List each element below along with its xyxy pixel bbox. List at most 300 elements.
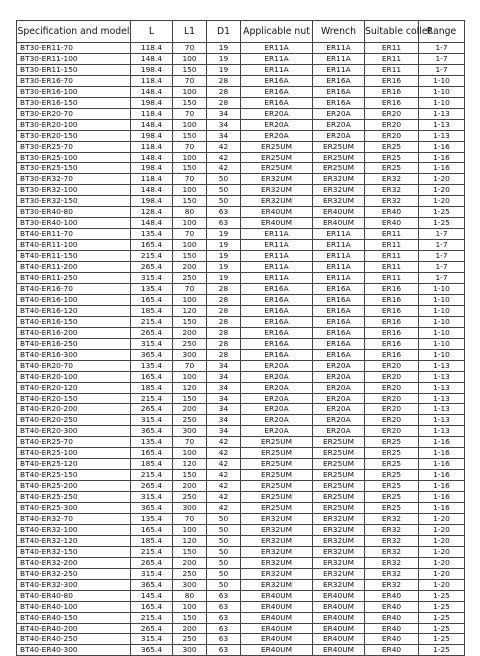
cell-wrench: ER32UM (313, 568, 365, 579)
cell-l: 185.4 (131, 382, 173, 393)
cell-applicable-nut: ER32UM (241, 524, 313, 535)
cell-wrench: ER20A (313, 130, 365, 141)
cell-l1: 100 (173, 601, 207, 612)
cell-l: 365.4 (131, 426, 173, 437)
cell-wrench: ER25UM (313, 448, 365, 459)
cell-d1: 19 (207, 273, 241, 284)
cell-d1: 34 (207, 426, 241, 437)
cell-l1: 80 (173, 590, 207, 601)
cell-applicable-nut: ER32UM (241, 557, 313, 568)
table-row (17, 503, 465, 514)
table-header (17, 21, 465, 43)
cell-applicable-nut: ER20A (241, 360, 313, 371)
cell-l: 198.4 (131, 130, 173, 141)
cell-l1: 300 (173, 579, 207, 590)
cell-wrench: ER40UM (313, 601, 365, 612)
cell-range: 1-7 (419, 43, 465, 54)
cell-wrench: ER40UM (313, 590, 365, 601)
cell-suitable-collet: ER11 (365, 43, 419, 54)
cell-wrench: ER25UM (313, 152, 365, 163)
cell-suitable-collet: ER11 (365, 273, 419, 284)
table-row (17, 43, 465, 54)
cell-suitable-collet: ER11 (365, 64, 419, 75)
cell-d1: 19 (207, 53, 241, 64)
cell-applicable-nut: ER25UM (241, 141, 313, 152)
cell-suitable-collet: ER20 (365, 130, 419, 141)
cell-l1: 120 (173, 459, 207, 470)
cell-range: 1-25 (419, 207, 465, 218)
cell-specification: BT30-ER11-70 (17, 43, 131, 54)
cell-d1: 28 (207, 86, 241, 97)
table-row (17, 393, 465, 404)
cell-specification: BT40-ER16-250 (17, 338, 131, 349)
cell-d1: 28 (207, 349, 241, 360)
cell-l1: 150 (173, 163, 207, 174)
cell-d1: 34 (207, 382, 241, 393)
cell-range: 1-16 (419, 481, 465, 492)
cell-applicable-nut: ER20A (241, 415, 313, 426)
cell-specification: BT40-ER25-300 (17, 503, 131, 514)
cell-suitable-collet: ER16 (365, 294, 419, 305)
table-row (17, 612, 465, 623)
cell-suitable-collet: ER16 (365, 349, 419, 360)
cell-range: 1-20 (419, 174, 465, 185)
cell-applicable-nut: ER25UM (241, 503, 313, 514)
cell-l1: 150 (173, 97, 207, 108)
cell-specification: BT40-ER20-250 (17, 415, 131, 426)
cell-suitable-collet: ER32 (365, 568, 419, 579)
cell-l1: 70 (173, 174, 207, 185)
cell-suitable-collet: ER11 (365, 229, 419, 240)
cell-l1: 100 (173, 218, 207, 229)
cell-wrench: ER16A (313, 316, 365, 327)
cell-specification: BT40-ER32-300 (17, 579, 131, 590)
cell-specification: BT40-ER11-150 (17, 251, 131, 262)
cell-applicable-nut: ER11A (241, 273, 313, 284)
cell-l: 265.4 (131, 623, 173, 634)
cell-l1: 150 (173, 316, 207, 327)
cell-applicable-nut: ER32UM (241, 546, 313, 557)
cell-l: 135.4 (131, 229, 173, 240)
cell-applicable-nut: ER40UM (241, 207, 313, 218)
cell-l1: 250 (173, 415, 207, 426)
cell-wrench: ER32UM (313, 557, 365, 568)
cell-l1: 100 (173, 119, 207, 130)
cell-wrench: ER40UM (313, 623, 365, 634)
table-row (17, 86, 465, 97)
cell-applicable-nut: ER11A (241, 240, 313, 251)
cell-l1: 120 (173, 535, 207, 546)
table-row (17, 535, 465, 546)
cell-wrench: ER40UM (313, 218, 365, 229)
cell-d1: 34 (207, 371, 241, 382)
cell-specification: BT40-ER32-250 (17, 568, 131, 579)
table-body (17, 43, 465, 656)
table-row (17, 426, 465, 437)
cell-applicable-nut: ER11A (241, 251, 313, 262)
cell-range: 1-7 (419, 273, 465, 284)
cell-l1: 200 (173, 262, 207, 273)
cell-l: 215.4 (131, 470, 173, 481)
cell-l1: 150 (173, 130, 207, 141)
cell-suitable-collet: ER20 (365, 393, 419, 404)
cell-specification: BT40-ER40-80 (17, 590, 131, 601)
cell-l1: 300 (173, 426, 207, 437)
cell-suitable-collet: ER20 (365, 404, 419, 415)
cell-specification: BT40-ER16-300 (17, 349, 131, 360)
table-row (17, 513, 465, 524)
cell-specification: BT40-ER16-70 (17, 283, 131, 294)
header-l1: L1 (173, 21, 207, 43)
cell-l: 148.4 (131, 185, 173, 196)
cell-range: 1-25 (419, 634, 465, 645)
cell-suitable-collet: ER20 (365, 426, 419, 437)
cell-l: 215.4 (131, 612, 173, 623)
cell-specification: BT40-ER11-100 (17, 240, 131, 251)
cell-specification: BT30-ER16-70 (17, 75, 131, 86)
cell-l1: 100 (173, 185, 207, 196)
cell-range: 1-7 (419, 64, 465, 75)
cell-wrench: ER11A (313, 43, 365, 54)
header-wrench: Wrench (313, 21, 365, 43)
cell-wrench: ER16A (313, 305, 365, 316)
cell-applicable-nut: ER20A (241, 393, 313, 404)
cell-suitable-collet: ER25 (365, 163, 419, 174)
table-row (17, 163, 465, 174)
cell-wrench: ER32UM (313, 185, 365, 196)
cell-specification: BT40-ER16-120 (17, 305, 131, 316)
cell-d1: 42 (207, 141, 241, 152)
cell-l: 135.4 (131, 283, 173, 294)
table-row (17, 273, 465, 284)
cell-suitable-collet: ER32 (365, 185, 419, 196)
cell-d1: 42 (207, 492, 241, 503)
cell-wrench: ER20A (313, 382, 365, 393)
cell-applicable-nut: ER16A (241, 316, 313, 327)
cell-d1: 42 (207, 163, 241, 174)
cell-suitable-collet: ER25 (365, 448, 419, 459)
cell-d1: 34 (207, 415, 241, 426)
cell-l1: 150 (173, 64, 207, 75)
cell-l1: 200 (173, 557, 207, 568)
cell-range: 1-10 (419, 305, 465, 316)
table-row (17, 185, 465, 196)
table-row (17, 404, 465, 415)
cell-l1: 300 (173, 645, 207, 656)
cell-wrench: ER20A (313, 371, 365, 382)
cell-wrench: ER40UM (313, 207, 365, 218)
cell-l: 265.4 (131, 404, 173, 415)
cell-range: 1-7 (419, 251, 465, 262)
cell-suitable-collet: ER25 (365, 437, 419, 448)
table-row (17, 141, 465, 152)
cell-wrench: ER32UM (313, 579, 365, 590)
cell-specification: BT30-ER40-100 (17, 218, 131, 229)
cell-applicable-nut: ER20A (241, 130, 313, 141)
cell-d1: 63 (207, 590, 241, 601)
header-range: Range (419, 21, 465, 43)
cell-applicable-nut: ER25UM (241, 481, 313, 492)
cell-l1: 70 (173, 108, 207, 119)
cell-l1: 150 (173, 546, 207, 557)
cell-suitable-collet: ER40 (365, 601, 419, 612)
cell-applicable-nut: ER11A (241, 43, 313, 54)
cell-specification: BT40-ER32-120 (17, 535, 131, 546)
table-row (17, 371, 465, 382)
cell-applicable-nut: ER32UM (241, 535, 313, 546)
cell-specification: BT40-ER11-250 (17, 273, 131, 284)
cell-range: 1-20 (419, 535, 465, 546)
cell-suitable-collet: ER20 (365, 119, 419, 130)
cell-l: 365.4 (131, 503, 173, 514)
cell-d1: 50 (207, 535, 241, 546)
cell-range: 1-13 (419, 426, 465, 437)
cell-d1: 34 (207, 360, 241, 371)
cell-l1: 250 (173, 273, 207, 284)
cell-l: 185.4 (131, 459, 173, 470)
cell-range: 1-13 (419, 360, 465, 371)
cell-l1: 70 (173, 283, 207, 294)
cell-d1: 63 (207, 634, 241, 645)
cell-wrench: ER25UM (313, 470, 365, 481)
cell-specification: BT30-ER25-100 (17, 152, 131, 163)
cell-d1: 34 (207, 108, 241, 119)
cell-l1: 150 (173, 612, 207, 623)
cell-l: 315.4 (131, 273, 173, 284)
cell-specification: BT30-ER11-100 (17, 53, 131, 64)
cell-l: 198.4 (131, 64, 173, 75)
specification-table (16, 20, 465, 656)
cell-range: 1-20 (419, 513, 465, 524)
cell-specification: BT40-ER25-120 (17, 459, 131, 470)
cell-range: 1-13 (419, 119, 465, 130)
cell-l: 315.4 (131, 634, 173, 645)
cell-wrench: ER25UM (313, 163, 365, 174)
table-row (17, 53, 465, 64)
cell-d1: 42 (207, 503, 241, 514)
cell-d1: 50 (207, 174, 241, 185)
cell-l1: 100 (173, 371, 207, 382)
cell-suitable-collet: ER16 (365, 338, 419, 349)
cell-specification: BT30-ER40-80 (17, 207, 131, 218)
table-row (17, 481, 465, 492)
cell-specification: BT40-ER25-70 (17, 437, 131, 448)
cell-applicable-nut: ER40UM (241, 218, 313, 229)
cell-l: 148.4 (131, 119, 173, 130)
cell-l1: 120 (173, 382, 207, 393)
cell-specification: BT30-ER20-70 (17, 108, 131, 119)
cell-wrench: ER20A (313, 119, 365, 130)
cell-applicable-nut: ER20A (241, 108, 313, 119)
table-row (17, 207, 465, 218)
cell-wrench: ER25UM (313, 459, 365, 470)
cell-applicable-nut: ER40UM (241, 634, 313, 645)
table-row (17, 645, 465, 656)
cell-suitable-collet: ER16 (365, 75, 419, 86)
cell-specification: BT30-ER16-150 (17, 97, 131, 108)
cell-range: 1-13 (419, 130, 465, 141)
cell-suitable-collet: ER20 (365, 360, 419, 371)
cell-l1: 70 (173, 513, 207, 524)
cell-range: 1-20 (419, 546, 465, 557)
table-row (17, 338, 465, 349)
cell-l: 315.4 (131, 338, 173, 349)
cell-specification: BT40-ER20-120 (17, 382, 131, 393)
cell-l: 365.4 (131, 579, 173, 590)
cell-specification: BT40-ER20-100 (17, 371, 131, 382)
cell-range: 1-13 (419, 371, 465, 382)
cell-d1: 34 (207, 393, 241, 404)
cell-suitable-collet: ER16 (365, 86, 419, 97)
table-row (17, 196, 465, 207)
cell-suitable-collet: ER32 (365, 546, 419, 557)
cell-wrench: ER11A (313, 262, 365, 273)
cell-applicable-nut: ER20A (241, 119, 313, 130)
header-specification-and-model: Specification and model (17, 21, 131, 43)
cell-specification: BT40-ER11-200 (17, 262, 131, 273)
cell-wrench: ER16A (313, 338, 365, 349)
cell-l1: 70 (173, 437, 207, 448)
cell-wrench: ER11A (313, 251, 365, 262)
table-row (17, 546, 465, 557)
cell-suitable-collet: ER40 (365, 207, 419, 218)
table-row (17, 327, 465, 338)
cell-suitable-collet: ER40 (365, 612, 419, 623)
cell-wrench: ER11A (313, 64, 365, 75)
table-row (17, 108, 465, 119)
cell-applicable-nut: ER32UM (241, 513, 313, 524)
cell-specification: BT40-ER16-150 (17, 316, 131, 327)
table-row (17, 316, 465, 327)
cell-l: 135.4 (131, 437, 173, 448)
table-row (17, 349, 465, 360)
cell-l1: 250 (173, 568, 207, 579)
cell-l1: 100 (173, 86, 207, 97)
cell-specification: BT40-ER25-150 (17, 470, 131, 481)
cell-l: 315.4 (131, 415, 173, 426)
table-row (17, 492, 465, 503)
cell-suitable-collet: ER25 (365, 470, 419, 481)
cell-l1: 100 (173, 152, 207, 163)
cell-range: 1-10 (419, 283, 465, 294)
cell-l: 165.4 (131, 448, 173, 459)
cell-l1: 70 (173, 229, 207, 240)
cell-range: 1-25 (419, 623, 465, 634)
cell-l: 128.4 (131, 207, 173, 218)
table-row (17, 579, 465, 590)
cell-d1: 42 (207, 448, 241, 459)
cell-l1: 100 (173, 53, 207, 64)
cell-suitable-collet: ER11 (365, 53, 419, 64)
cell-l: 215.4 (131, 393, 173, 404)
cell-specification: BT40-ER25-100 (17, 448, 131, 459)
cell-suitable-collet: ER40 (365, 623, 419, 634)
cell-suitable-collet: ER32 (365, 557, 419, 568)
cell-specification: BT40-ER40-150 (17, 612, 131, 623)
cell-suitable-collet: ER11 (365, 262, 419, 273)
cell-wrench: ER16A (313, 294, 365, 305)
cell-l: 148.4 (131, 53, 173, 64)
cell-range: 1-25 (419, 612, 465, 623)
cell-wrench: ER16A (313, 75, 365, 86)
cell-d1: 42 (207, 481, 241, 492)
cell-d1: 42 (207, 470, 241, 481)
cell-l1: 100 (173, 294, 207, 305)
cell-l: 365.4 (131, 645, 173, 656)
cell-l1: 150 (173, 196, 207, 207)
cell-suitable-collet: ER32 (365, 513, 419, 524)
cell-l: 185.4 (131, 305, 173, 316)
cell-d1: 63 (207, 601, 241, 612)
cell-range: 1-10 (419, 327, 465, 338)
cell-applicable-nut: ER20A (241, 404, 313, 415)
cell-d1: 28 (207, 327, 241, 338)
cell-range: 1-20 (419, 196, 465, 207)
table-row (17, 524, 465, 535)
cell-specification: BT30-ER25-150 (17, 163, 131, 174)
cell-applicable-nut: ER32UM (241, 579, 313, 590)
cell-d1: 50 (207, 196, 241, 207)
cell-l: 135.4 (131, 513, 173, 524)
cell-specification: BT40-ER40-100 (17, 601, 131, 612)
cell-l: 215.4 (131, 251, 173, 262)
cell-d1: 63 (207, 612, 241, 623)
cell-l: 265.4 (131, 557, 173, 568)
cell-l: 265.4 (131, 262, 173, 273)
cell-specification: BT40-ER32-200 (17, 557, 131, 568)
cell-l1: 70 (173, 360, 207, 371)
cell-suitable-collet: ER16 (365, 97, 419, 108)
cell-range: 1-13 (419, 404, 465, 415)
cell-range: 1-13 (419, 382, 465, 393)
cell-l: 365.4 (131, 349, 173, 360)
cell-l: 118.4 (131, 108, 173, 119)
header-row (17, 21, 465, 43)
cell-l: 265.4 (131, 481, 173, 492)
cell-suitable-collet: ER25 (365, 141, 419, 152)
cell-suitable-collet: ER25 (365, 503, 419, 514)
cell-l: 118.4 (131, 141, 173, 152)
cell-wrench: ER25UM (313, 492, 365, 503)
table-row (17, 251, 465, 262)
cell-d1: 19 (207, 240, 241, 251)
cell-specification: BT40-ER25-250 (17, 492, 131, 503)
cell-d1: 50 (207, 568, 241, 579)
cell-range: 1-10 (419, 294, 465, 305)
cell-range: 1-16 (419, 492, 465, 503)
cell-applicable-nut: ER16A (241, 327, 313, 338)
cell-l1: 70 (173, 43, 207, 54)
cell-range: 1-20 (419, 185, 465, 196)
cell-l: 148.4 (131, 218, 173, 229)
cell-range: 1-20 (419, 579, 465, 590)
cell-applicable-nut: ER25UM (241, 470, 313, 481)
cell-l1: 250 (173, 338, 207, 349)
cell-l: 165.4 (131, 240, 173, 251)
cell-wrench: ER16A (313, 97, 365, 108)
cell-wrench: ER32UM (313, 535, 365, 546)
cell-suitable-collet: ER40 (365, 590, 419, 601)
cell-d1: 19 (207, 251, 241, 262)
table-row (17, 459, 465, 470)
cell-suitable-collet: ER25 (365, 481, 419, 492)
cell-suitable-collet: ER25 (365, 152, 419, 163)
cell-suitable-collet: ER20 (365, 382, 419, 393)
table-row (17, 152, 465, 163)
cell-l1: 300 (173, 349, 207, 360)
cell-wrench: ER16A (313, 327, 365, 338)
cell-wrench: ER40UM (313, 612, 365, 623)
